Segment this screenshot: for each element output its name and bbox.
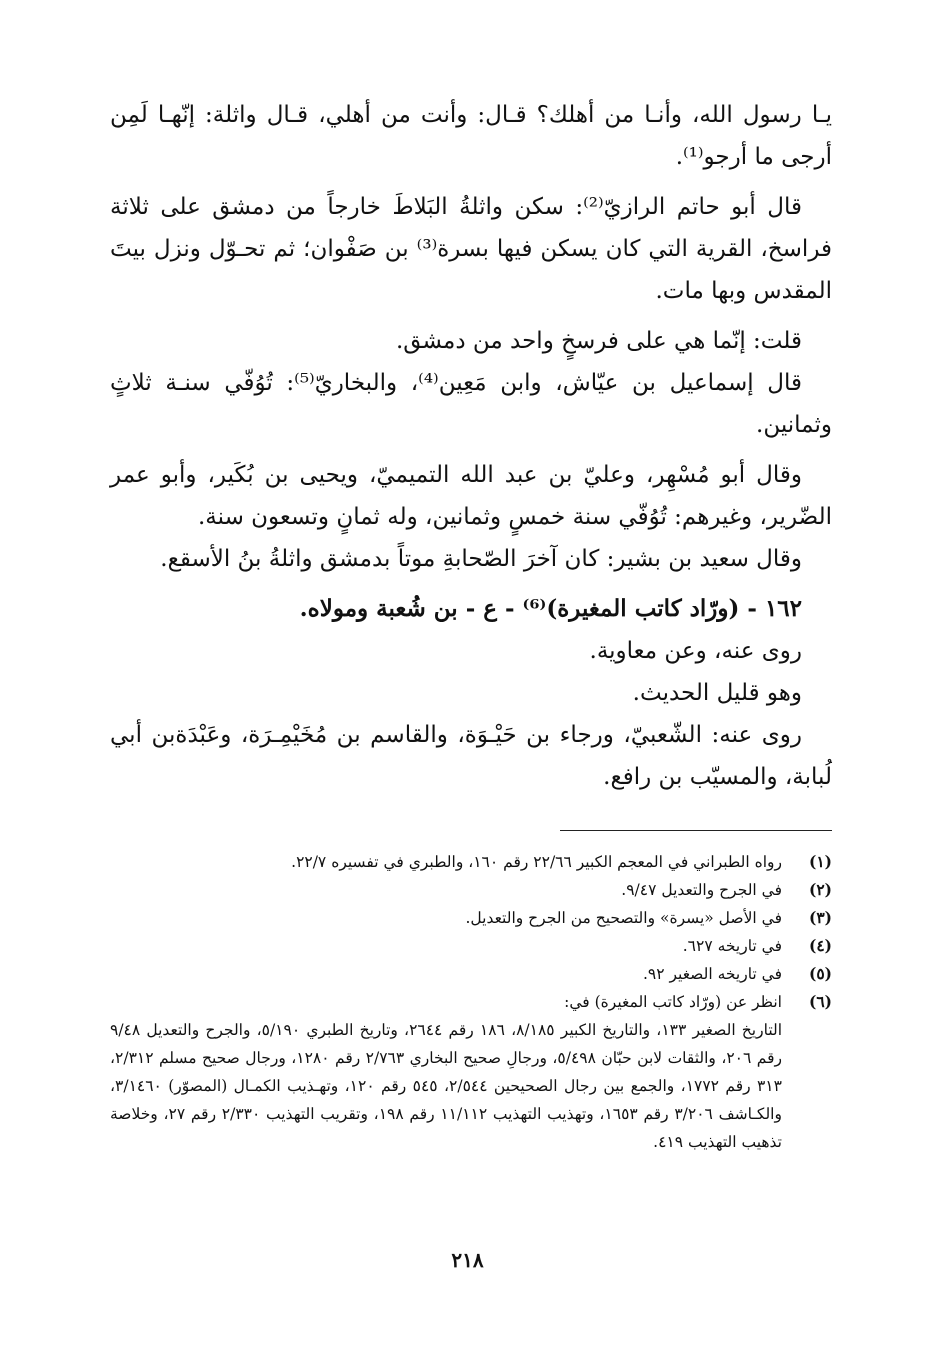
footnote-text: في الجرح والتعديل ٩/٤٧. [621, 881, 782, 899]
footnote-text: في تاريخه ٦٢٧. [682, 937, 782, 955]
footnote-number: (١) [808, 852, 832, 871]
footnote-number: (٤) [808, 936, 832, 955]
entry-line-2: وهو قليل الحديث. [632, 680, 802, 706]
entry-line-1: روى عنه، وعن معاوية. [589, 638, 802, 664]
entry-heading: ١٦٢ - (ورّاد كاتب المغيرة)⁽⁶⁾ - ع - بن شُعبة ومولاه. [299, 595, 802, 622]
page-number: ٢١٨ [451, 1248, 484, 1272]
footnotes [110, 848, 832, 1156]
footnote-5 [110, 960, 832, 988]
footnote-divider [560, 830, 832, 831]
footnote-text: رواه الطبراني في المعجم الكبير ٢٢/٦٦ رقم ١٦٠، والطبري في تفسيره ٢٢/٧. [291, 853, 782, 871]
paragraph-2: قال أبو حاتم الرازيّ⁽²⁾: سكن واثلةُ البَلاطَ خارجاً من دمشق على ثلاثة فراسخ، القرية التي كان يسكن فيها بسرة⁽³⁾ بن صَفْوان؛ ثم تحـوّل ونزل بيتَ المقدس وبها مات. [110, 194, 833, 304]
paragraph-6: وقال سعيد بن بشير: كان آخرَ الصّحابةِ موتاً بدمشق واثلةُ بنُ الأسقع. [160, 546, 802, 572]
footnote-6-lead: انظر عن (ورّاد كاتب المغيرة) في: [564, 993, 782, 1011]
footnote-text [110, 988, 782, 1156]
footnote-6-sources: التاريخ الصغير ١٣٣، والتاريخ الكبير ٨/١٨٥، ١٨٦ رقم ٢٦٤٤، وتاريخ الطبري ٥/١٩٠، والجرح والتعديل ٩/٤٨ رقم ٢٠٦، والثقات لابن حبّان ٥/٤٩٨، ورجالِ صحيح البخاري ٢/٧٦٣ رقم ١٢٨٠، ورجال صحيح مسلم ٢/٣١٢، ٣١٣ رقم ١٧٧٢، والجمع بين رجال الصحيحين ٢/٥٤٤، ٥٤٥ رقم ١٢٠، وتهـذيب الكمـال (المصوّر) ٣/١٤٦٠، والكـاشف ٣/٢٠٦ رقم ١٦٥٣، وتهذيب التهذيب ١١/١١٢ رقم ١٩٨، وتقريب التهذيب ٢/٣٣٠ رقم ٢٧، وخلاصة تذهيب التهذيب ٤١٩. [110, 1021, 783, 1151]
footnote-text: في الأصل «يسرة» والتصحيح من الجرح والتعديل. [465, 909, 782, 927]
footnote-number: (٦) [808, 992, 832, 1011]
footnote-6 [110, 988, 832, 1156]
footnote-1 [110, 848, 832, 876]
entry-line-3: روى عنه: الشّعبيّ، ورجاء بن حَيْـوَة، والقاسم بن مُخَيْمِـرَة، وعَبْدَةبن أبي لُبابة، والمسيّب بن رافع. [110, 722, 832, 790]
paragraph-3: قلت: إنّما هي على فرسخٍ واحد من دمشق. [395, 328, 802, 354]
footnote-number: (٥) [808, 964, 832, 983]
paragraph-1: يـا رسول الله، وأنـا من أهلك؟ قـال: وأنت من أهلي، قـال واثلة: إنّهـا لَمِن أرجى ما أرجو⁽¹⁾. [110, 102, 832, 170]
paragraph-4: قال إسماعيل بن عيّاش، وابن مَعِين⁽⁴⁾، والبخاريّ⁽⁵⁾: تُوُفّي سنـة ثلاثٍ وثمانين. [110, 370, 832, 438]
paragraph-5: وقال أبو مُسْهِر، وعليّ بن عبد الله التميميّ، ويحيى بن بُكَير، وأبو عمر الضّرير، وغيرهم: تُوُفّي سنة خمسٍ وثمانين، وله ثمانٍ وتسعون سنة. [110, 462, 832, 530]
footnote-number: (٢) [808, 880, 832, 899]
footnote-text: في تاريخه الصغير ٩٢. [642, 965, 782, 983]
footnote-4 [110, 932, 832, 960]
footnote-number: (٣) [808, 908, 832, 927]
main-text [110, 94, 832, 798]
footnote-3 [110, 904, 832, 932]
footnote-2 [110, 876, 832, 904]
